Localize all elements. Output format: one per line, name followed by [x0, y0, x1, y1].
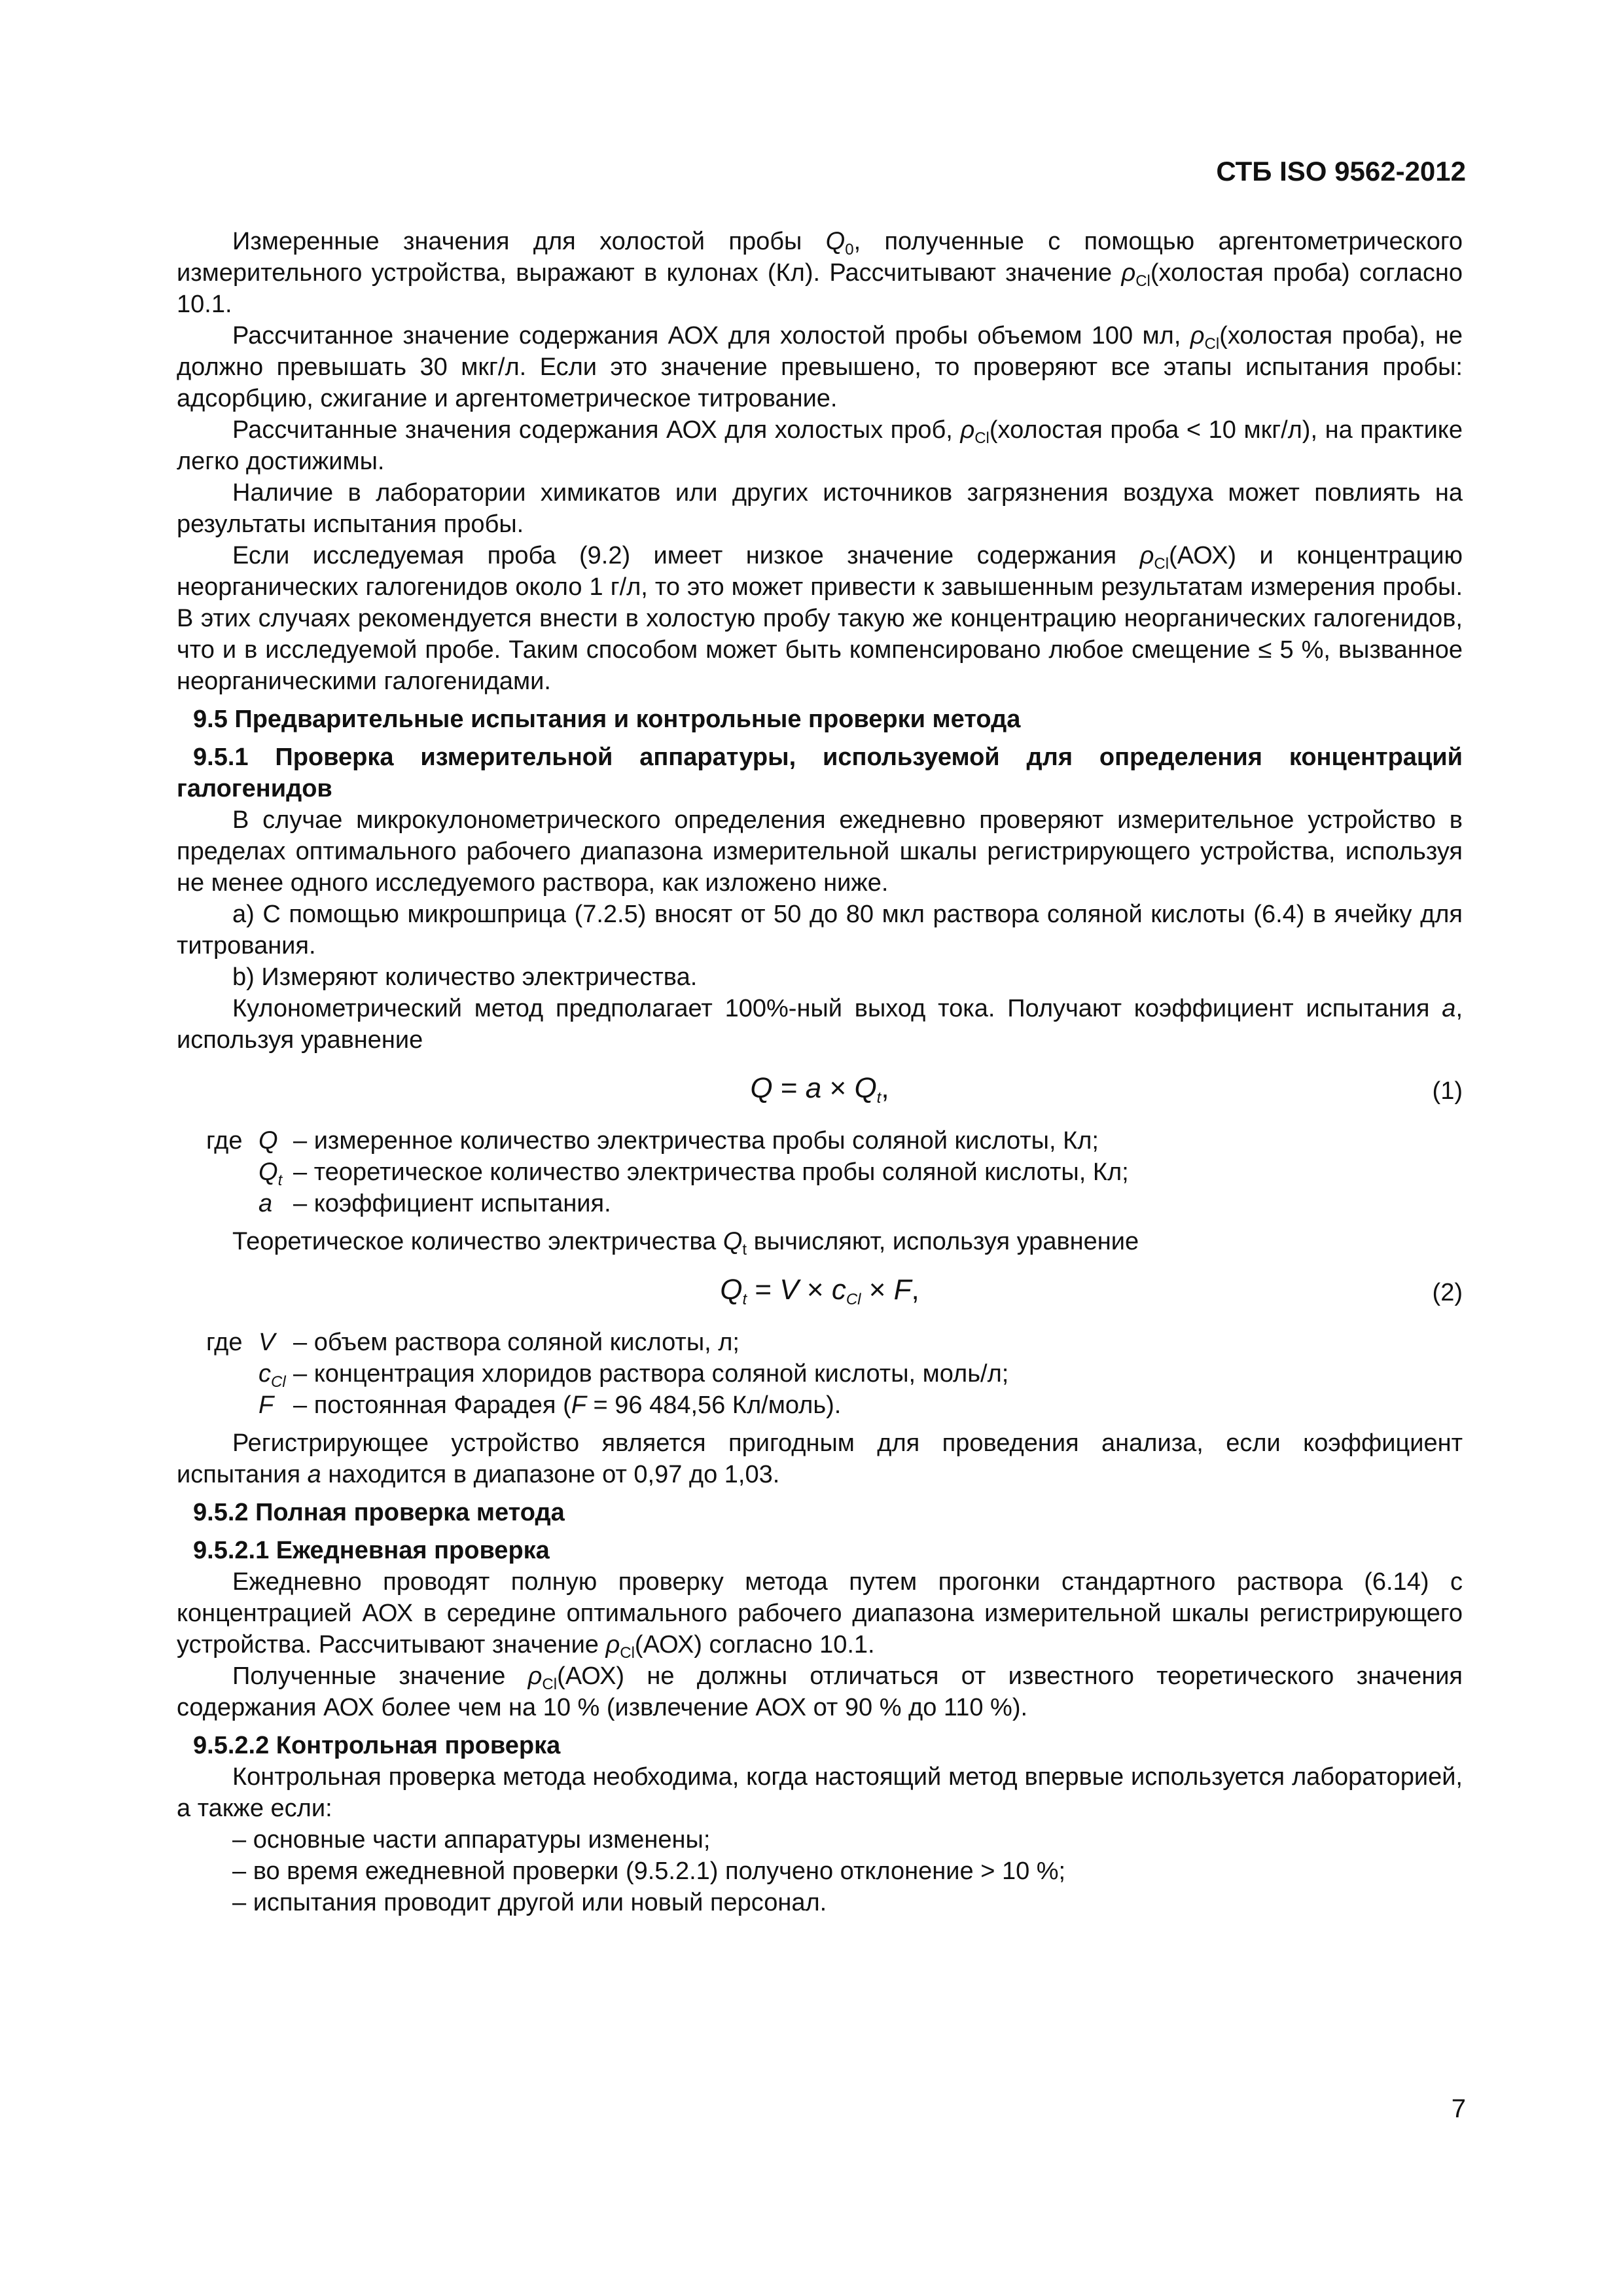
paragraph-microcoulometric: В случае микрокулонометрического определения ежедневно проверяют измерительное устройство в пределах оптимального рабочего диапазона измерительной шкалы регистрирующего устройства, используя не менее одного исследуемого раствора, как изложено ниже.	[177, 806, 1463, 897]
paragraph-contamination: Наличие в лаборатории химикатов или других источников загрязнения воздуха может повлиять на результаты испытания пробы.	[177, 479, 1463, 538]
paragraph-coulometric-method: Кулонометрический метод предполагает 100%-ный выход тока. Получают коэффициент испытания a, используя уравнение	[177, 995, 1463, 1054]
equation-1-formula: $Q = a \times Q_t$,	[750, 1072, 889, 1107]
legend-line-c: $c_{Cl}$ – концентрация хлоридов раствора соляной кислоты, моль/л;	[259, 1360, 1009, 1391]
paragraph-blank-achievable: Рассчитанные значения содержания АОХ для холостых проб, $\rho_{Cl}(холостая$ проба < 10 мкг/л), на практике легко достижимы.	[177, 416, 1463, 475]
page-number: 7	[1451, 2094, 1466, 2123]
list-item-b: b) Измеряют количество электричества.	[232, 963, 698, 991]
section-heading-9-5-1: 9.5.1 Проверка измерительной аппаратуры, используемой для определения концентраций галогенидов	[177, 744, 1463, 802]
equation-2-legend	[177, 1327, 1463, 1421]
equation-2	[177, 1257, 1463, 1320]
equation-1	[177, 1056, 1463, 1119]
paragraph-theoretical-charge: Теоретическое количество электричества $Q_t$ вычисляют, используя уравнение	[232, 1228, 1139, 1259]
legend-line-q: где Q – измеренное количество электричества пробы соляной кислоты, Кл;	[206, 1127, 1099, 1155]
document-code: СТБ ISO 9562-2012	[1216, 156, 1466, 187]
paragraph-daily-check: Ежедневно проводят полную проверку метода путем прогонки стандартного раствора (6.14) с концентрацией АОХ в середине оптимального рабочего диапазона измерительной шкалы регистрирующего устройства. Рассчитывают значение $\rho_{Cl}(АОХ)$ согласно 10.1.	[177, 1568, 1463, 1662]
legend-line-v: где V – объем раствора соляной кислоты, л;	[206, 1329, 740, 1356]
legend-line-f: F – постоянная Фарадея (F = 96 484,56 Кл/моль).	[259, 1391, 842, 1419]
list-item: – во время ежедневной проверки (9.5.2.1) получено отклонение > 10 %;	[232, 1857, 1066, 1885]
list-item-a: а) С помощью микрошприца (7.2.5) вносят от 50 до 80 мкл раствора соляной кислоты (6.4) в ячейку для титрования.	[177, 901, 1463, 960]
paragraph-suitability: Регистрирующее устройство является пригодным для проведения анализа, если коэффициент испытания a находится в диапазоне от 0,97 до 1,03.	[177, 1429, 1463, 1488]
equation-2-number: (2)	[1432, 1279, 1463, 1306]
list-item: – основные части аппаратуры изменены;	[232, 1826, 711, 1854]
equation-2-formula: $Q_t = V \times c_{Cl} \times F$,	[720, 1274, 919, 1308]
section-heading-9-5-2-2: 9.5.2.2 Контрольная проверка	[193, 1732, 561, 1759]
paragraph-control-check: Контрольная проверка метода необходима, когда настоящий метод впервые используется лабораторией, а также если:	[177, 1763, 1463, 1822]
page-content	[177, 226, 1463, 1918]
section-heading-9-5-2: 9.5.2 Полная проверка метода	[193, 1499, 565, 1526]
paragraph-deviation: Полученные значение $\rho_{Cl}(АОХ)$ не должны отличаться от известного теоретического значения содержания АОХ более чем на 10 % (извлечение АОХ от 90 % до 110 %).	[177, 1662, 1463, 1721]
section-heading-9-5: 9.5 Предварительные испытания и контрольные проверки метода	[193, 706, 1021, 733]
paragraph-blank-measurement: Измеренные значения для холостой пробы $Q_0$, полученные с помощью аргентометрического измерительного устройства, выражают в кулонах (Кл). Рассчитывают значение $\rho_{Cl}(холостая$ проба) согласно 10.1.	[177, 228, 1463, 318]
legend-line-qt: $Q_t$ – теоретическое количество электричества пробы соляной кислоты, Кл;	[259, 1158, 1129, 1189]
section-heading-9-5-2-1: 9.5.2.1 Ежедневная проверка	[193, 1537, 550, 1564]
paragraph-inorganic-halides: Если исследуемая проба (9.2) имеет низкое значение содержания $\rho_{Cl}(АОХ)$ и концентрацию неорганических галогенидов около 1 г/л, то это может привести к завышенным результатам измерения пробы. В этих случаях рекомендуется внести в холостую пробу такую же концентрацию неорганических галогенидов, что и в исследуемой пробе. Таким способом может быть компенсировано любое смещение ≤ 5 %, вызванное неорганическими галогенидами.	[177, 542, 1463, 695]
equation-1-number: (1)	[1432, 1077, 1463, 1105]
equation-1-legend	[177, 1125, 1463, 1219]
paragraph-blank-limit: Рассчитанное значение содержания АОХ для холостой пробы объемом 100 мл, $\rho_{Cl}(холостая$ проба), не должно превышать 30 мкг/л. Если это значение превышено, то проверяют все этапы испытания пробы: адсорбцию, сжигание и аргентометрическое титрование.	[177, 322, 1463, 412]
legend-line-a: a – коэффициент испытания.	[259, 1190, 611, 1217]
list-item: – испытания проводит другой или новый персонал.	[232, 1889, 827, 1916]
